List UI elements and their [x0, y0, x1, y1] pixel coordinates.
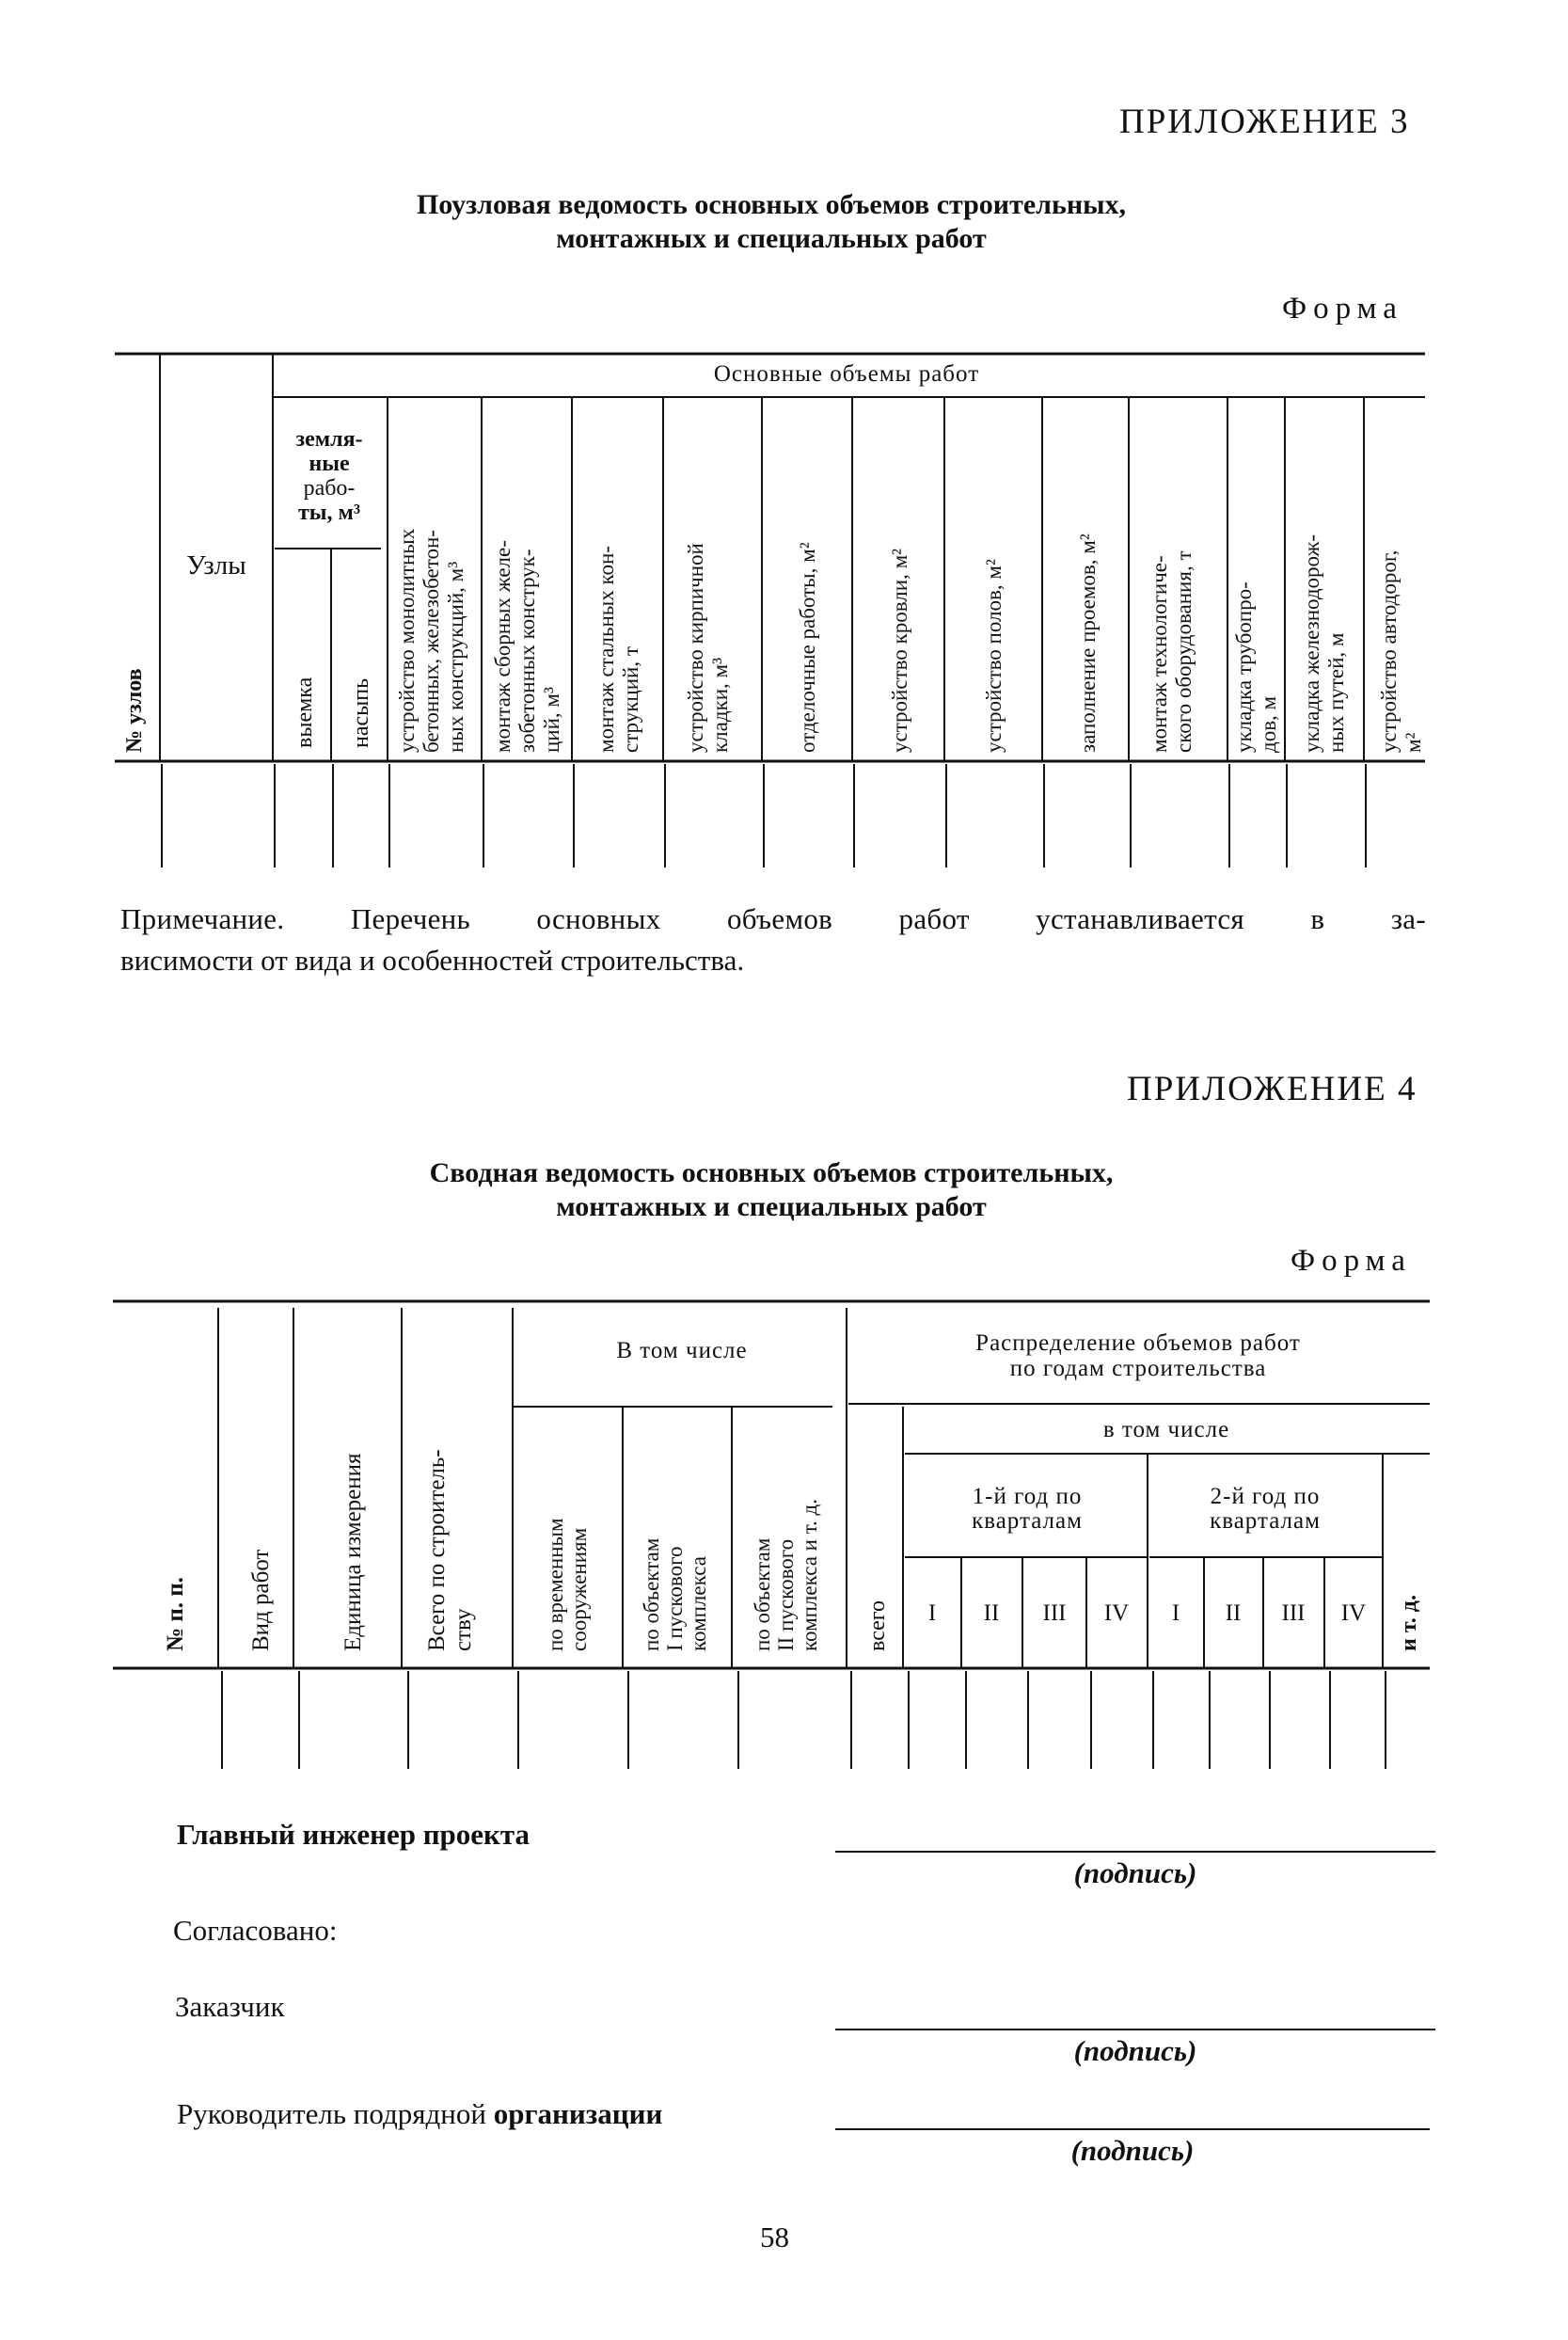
col-all: всего	[865, 1600, 890, 1651]
chief-engineer-label: Главный инженер проекта	[177, 1818, 531, 1851]
earthworks-line3: рабо-	[303, 476, 356, 501]
earthworks-line2: ные	[309, 452, 350, 476]
col-nodes: Узлы	[186, 550, 246, 581]
col-railways: укладка железнодорож- ных путей, м	[1300, 533, 1348, 753]
customer-signature-hint: (подпись)	[1073, 2034, 1197, 2067]
col-fill: насыпь	[349, 677, 373, 748]
appendix3-title-line2: монтажных и специальных работ	[556, 223, 987, 254]
group-main-volumes: Основные объемы работ	[713, 361, 980, 387]
y2-quarter-4: IV	[1340, 1600, 1367, 1626]
y1-quarter-3: III	[1042, 1600, 1067, 1626]
appendix4-form-label: Форма	[1291, 1244, 1412, 1278]
col-monolithic: устройство монолитных бетонных, железобетон- ных конструкций, м³	[395, 528, 467, 753]
col-finishing: отделочные работы, м²	[796, 542, 819, 753]
y1-quarter-1: I	[927, 1600, 937, 1626]
col-pipelines: укладка трубопро- дов, м	[1232, 581, 1280, 753]
col-etc: и т. д.	[1397, 1595, 1421, 1651]
col-excavation: выемка	[293, 677, 317, 748]
col-equipment: монтаж технологиче- ского оборудования, т	[1148, 550, 1196, 753]
year2-line1: 2-й год по	[1210, 1484, 1321, 1509]
group-distribution	[975, 1330, 1301, 1381]
col-temporary: по временным сооружениям	[544, 1518, 591, 1651]
appendix3-title-line1: Поузловая ведомость основных объемов строительных,	[416, 189, 1127, 220]
col-precast: монтаж сборных желе- зобетонных конструк- ций, м³	[491, 540, 563, 753]
customer-signature-line[interactable]	[835, 2029, 1435, 2030]
contractor-head-label: Руководитель подрядной организации	[177, 2097, 663, 2130]
year1-line2: кварталам	[972, 1508, 1083, 1534]
group-incl: В том числе	[616, 1338, 748, 1363]
col-first-complex: по объектам I пускового комплекса	[640, 1537, 710, 1651]
y2-quarter-3: III	[1281, 1600, 1306, 1626]
col-total: Всего по строитель- ству	[424, 1449, 476, 1651]
chief-engineer-signature-line[interactable]	[835, 1851, 1435, 1853]
appendix4-title-line1: Сводная ведомость основных объемов строительных,	[429, 1157, 1114, 1188]
contractor-signature-hint: (подпись)	[1070, 2134, 1195, 2167]
note-line1: Примечание. Перечень основных объемов работ устанавливается в за-	[120, 902, 1426, 935]
group-distribution-line2: по годам строительства	[1009, 1356, 1267, 1381]
chief-engineer-signature-hint: (подпись)	[1073, 1856, 1197, 1889]
note-line2: висимости от вида и особенностей строительства.	[120, 944, 745, 977]
col-roads: устройство автодорог, м²	[1377, 549, 1425, 753]
page-number: 58	[760, 2221, 789, 2253]
col-roofing: устройство кровли, м²	[888, 548, 911, 753]
y2-quarter-2: II	[1225, 1600, 1242, 1626]
agreed-label: Согласовано:	[173, 1914, 338, 1947]
col-second-complex: по объектам II пускового комплекса и т. д.	[751, 1499, 821, 1651]
col-unit: Единица измерения	[341, 1453, 366, 1651]
year1-line1: 1-й год по	[972, 1484, 1083, 1509]
customer-label: Заказчик	[175, 1990, 285, 2023]
col-steel: монтаж стальных кон- струкций, т	[594, 546, 642, 753]
group-distribution-line1: Распределение объемов работ	[975, 1330, 1301, 1356]
col-item-no: № п. п.	[163, 1577, 188, 1651]
appendix4-title-line2: монтажных и специальных работ	[556, 1191, 987, 1222]
col-work-type: Вид работ	[248, 1549, 274, 1651]
appendix3-heading: ПРИЛОЖЕНИЕ 3	[1119, 103, 1410, 141]
col-openings: заполнение проемов, м²	[1076, 533, 1100, 753]
col-brickwork: устройство кирпичной кладки, м³	[684, 543, 732, 753]
col-floors: устройство полов, м²	[982, 559, 1006, 753]
earthworks-line4: ты, м³	[297, 501, 361, 525]
group-incl2: в том числе	[1102, 1417, 1230, 1442]
y2-quarter-1: I	[1171, 1600, 1180, 1626]
y1-quarter-4: IV	[1103, 1600, 1130, 1626]
earthworks-line1: земля-	[295, 427, 363, 452]
y1-quarter-2: II	[983, 1600, 1000, 1626]
appendix4-heading: ПРИЛОЖЕНИЕ 4	[1127, 1070, 1418, 1108]
contractor-signature-line[interactable]	[835, 2128, 1430, 2130]
appendix3-form-label: Форма	[1282, 292, 1403, 326]
year2-line2: кварталам	[1210, 1508, 1321, 1534]
col-nodes-no: № узлов	[122, 668, 147, 753]
